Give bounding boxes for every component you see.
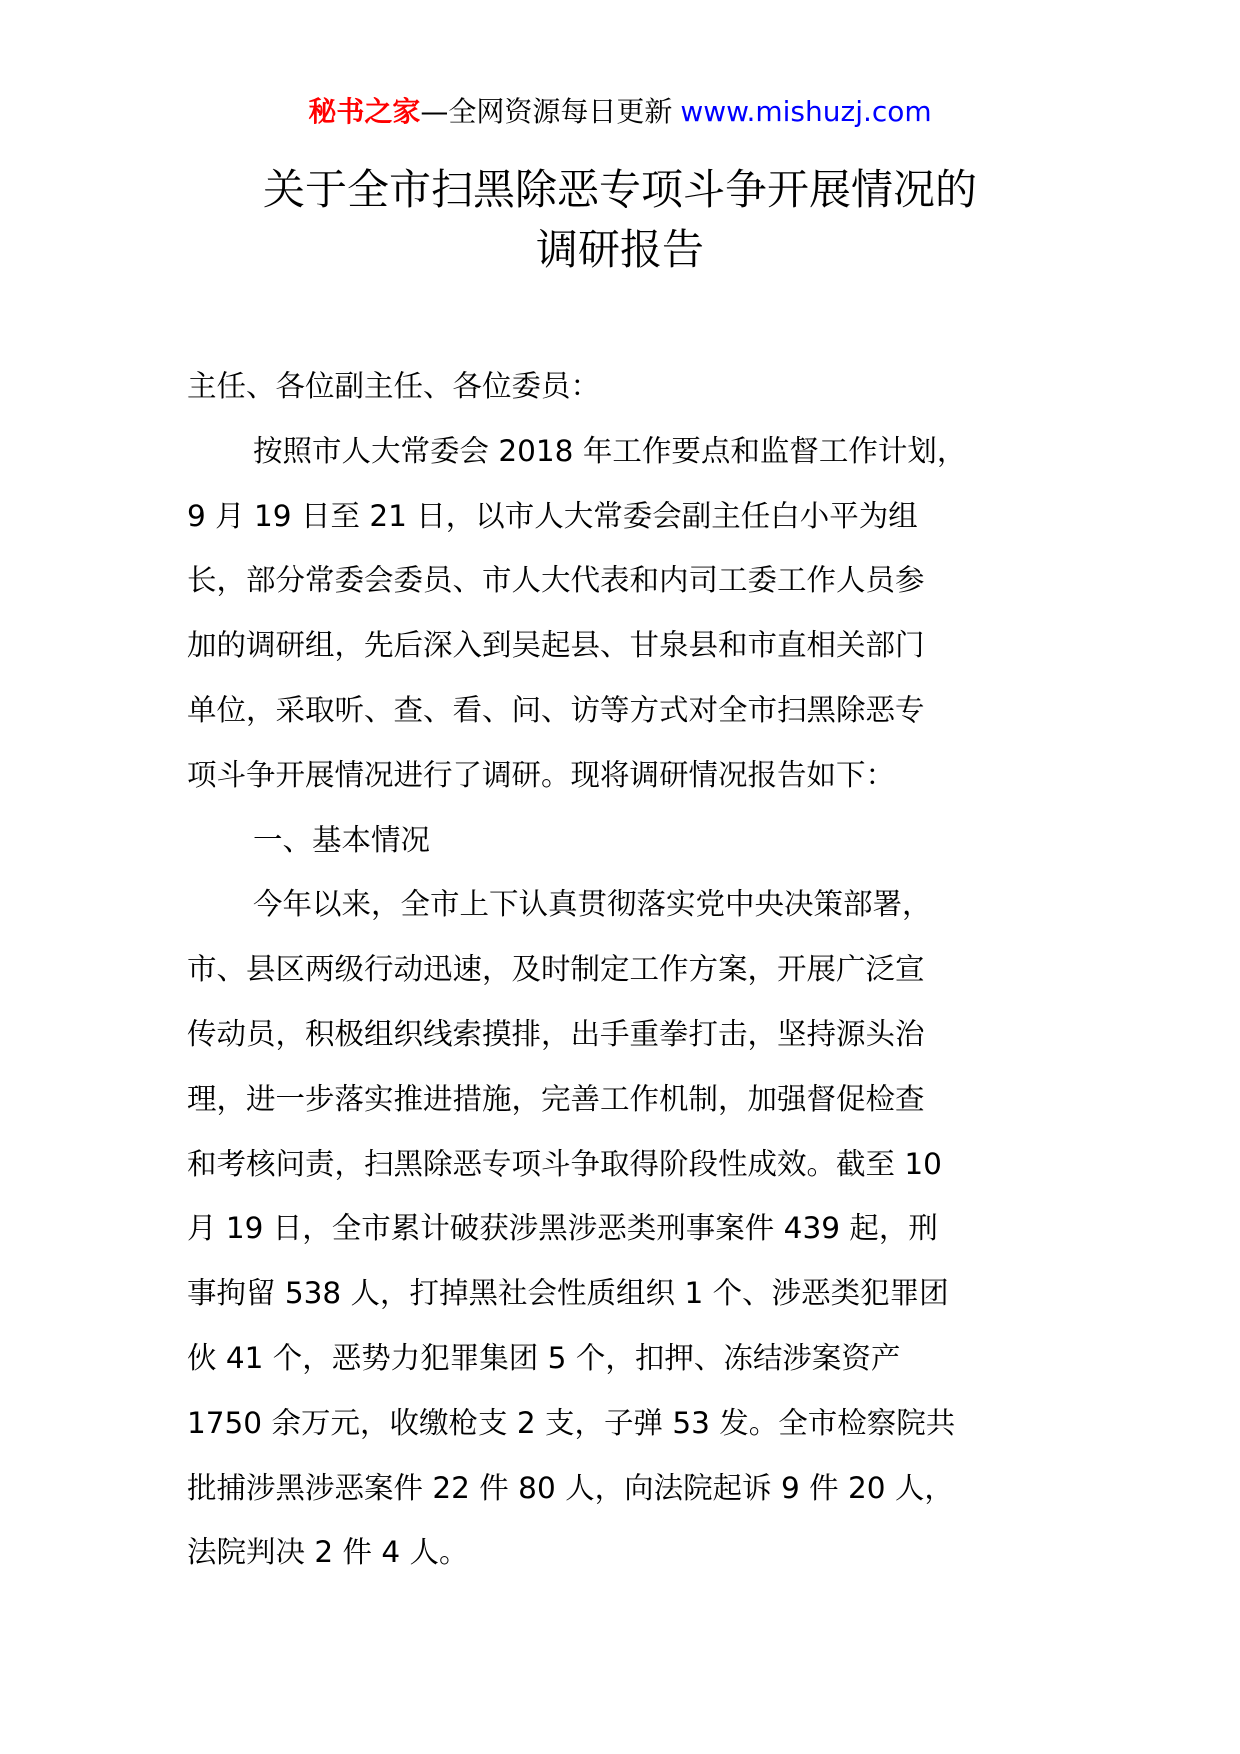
text-line: 批捕涉黑涉恶案件 22 件 80 人，向法院起诉 9 件 20 人， [187, 1470, 954, 1505]
title-line-2: 调研报告 [535, 225, 704, 274]
paragraph-basic-situation [187, 872, 1067, 1585]
text-line: 市、县区两级行动迅速，及时制定工作方案，开展广泛宣 [187, 952, 925, 987]
brand-name: 秘书之家 [308, 95, 421, 128]
text-line: 项斗争开展情况进行了调研。现将调研情况报告如下： [187, 757, 896, 792]
document-title [0, 160, 1240, 280]
text-line: 理，进一步落实推进措施，完善工作机制，加强督促检查 [187, 1081, 925, 1116]
section-heading [187, 808, 1067, 873]
text-line: 和考核问责，扫黑除恶专项斗争取得阶段性成效。截至 10 [187, 1146, 942, 1181]
text-line: 今年以来，全市上下认真贯彻落实党中央决策部署， [253, 887, 932, 922]
text-line: 1750 余万元，收缴枪支 2 支，子弹 53 发。全市检察院共 [187, 1405, 956, 1440]
text-line: 伙 41 个，恶势力犯罪集团 5 个，扣押、冻结涉案资产 [187, 1340, 901, 1375]
site-banner [0, 92, 1240, 132]
text-line: 传动员，积极组织线索摸排，出手重拳打击，坚持源头治 [187, 1016, 925, 1051]
salutation: 主任、各位副主任、各位委员： [187, 369, 601, 403]
banner-slogan: —全网资源每日更新 [420, 95, 673, 128]
section-heading-text: 一、基本情况 [253, 822, 431, 857]
text-line: 法院判决 2 件 4 人。 [187, 1535, 469, 1570]
site-url-link[interactable]: www.mishuzj.com [680, 95, 932, 128]
title-line-1: 关于全市扫黑除恶专项斗争开展情况的 [262, 165, 977, 214]
text-line: 长，部分常委会委员、市人大代表和内司工委工作人员参 [187, 563, 925, 598]
paragraph-intro [187, 419, 1067, 808]
text-line: 事拘留 538 人，打掉黑社会性质组织 1 个、涉恶类犯罪团 [187, 1276, 949, 1311]
text-line: 单位，采取听、查、看、问、访等方式对全市扫黑除恶专 [187, 692, 925, 727]
document-body [187, 354, 1067, 1585]
text-line: 加的调研组，先后深入到吴起县、甘泉县和市直相关部门 [187, 628, 925, 663]
text-line: 按照市人大常委会 2018 年工作要点和监督工作计划， [253, 433, 967, 468]
text-line: 月 19 日，全市累计破获涉黑涉恶类刑事案件 439 起，刑 [187, 1211, 938, 1246]
text-line: 9 月 19 日至 21 日，以市人大常委会副主任白小平为组 [187, 498, 918, 533]
